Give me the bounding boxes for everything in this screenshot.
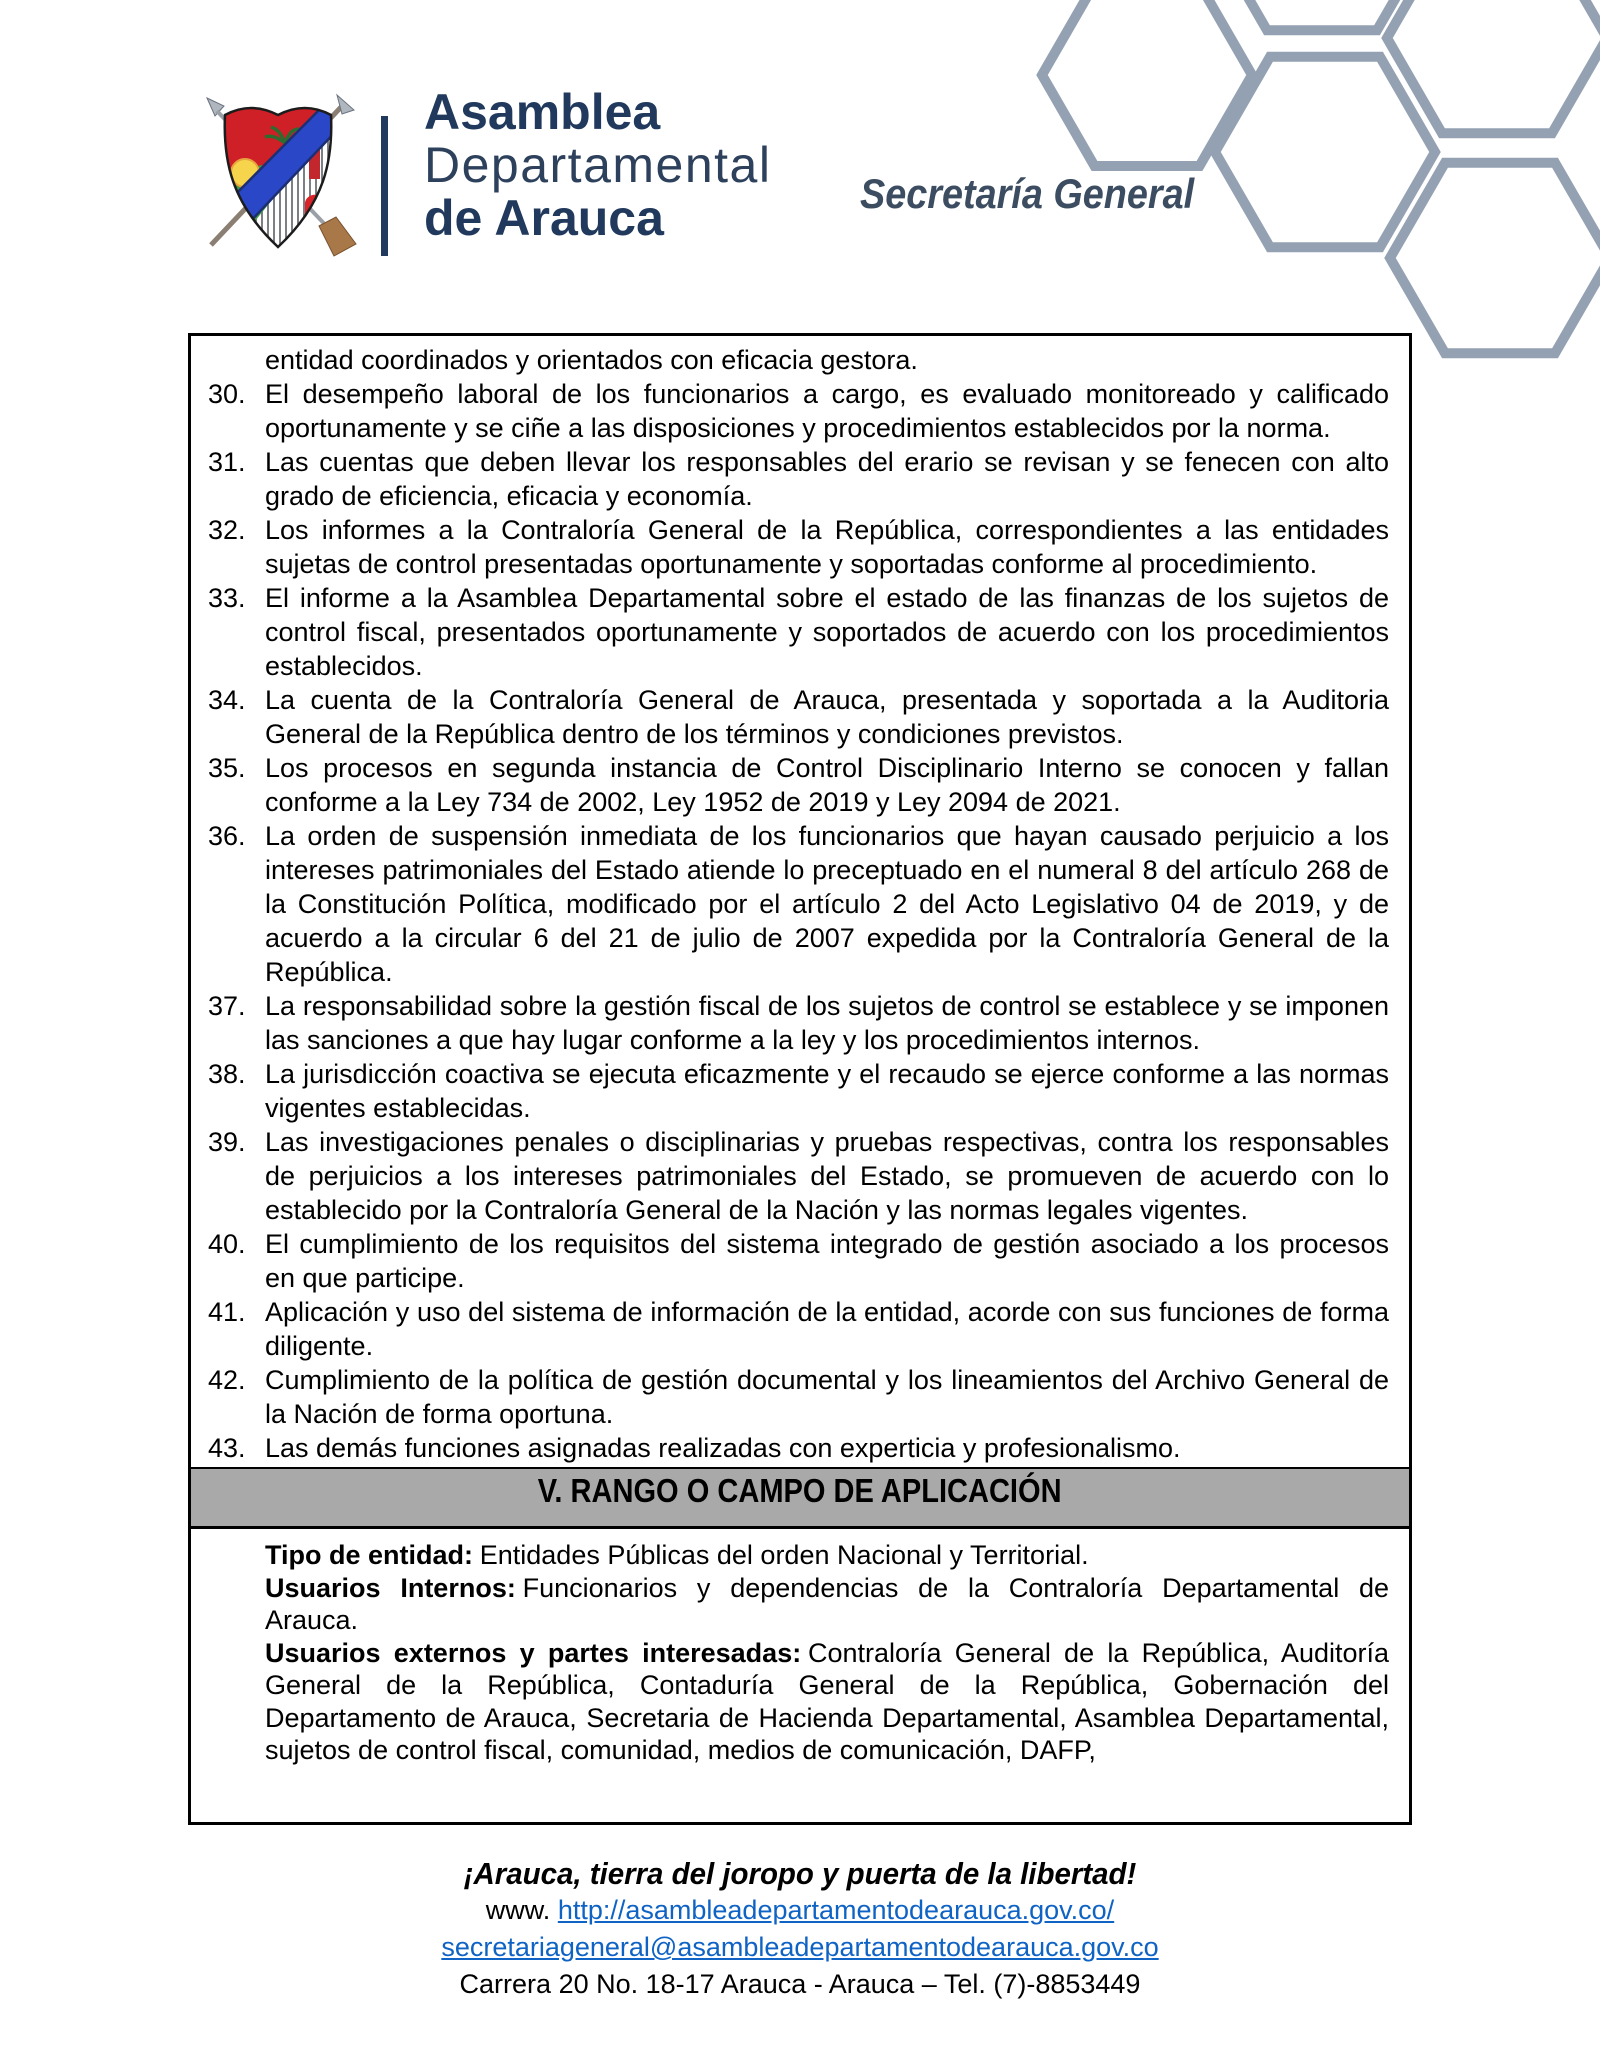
list-item-number: 39. <box>208 1127 246 1157</box>
list-item-text: Las investigaciones penales o disciplinarias y pruebas respectivas, contra los responsables de perjuicios a los intereses patrimoniales del Estado, se promueven de acuerdo con lo establecido por la Contraloría General de la Nación y las normas legales vigentes. <box>265 1127 1389 1225</box>
list-item <box>208 513 1389 581</box>
document-table <box>188 333 1412 1825</box>
list-item-text: El desempeño laboral de los funcionarios a cargo, es evaluado monitoreado y calificado oportunamente y se ciñe a las disposiciones y procedimientos establecidos por la norma. <box>265 379 1389 443</box>
list-item-text: El cumplimiento de los requisitos del sistema integrado de gestión asociado a los procesos en que participe. <box>265 1229 1389 1293</box>
list-item-number: 38. <box>208 1059 246 1089</box>
list-item-number: 37. <box>208 991 246 1021</box>
list-item <box>208 1363 1389 1431</box>
list-item-number: 32. <box>208 515 246 545</box>
scope-paragraph <box>265 1637 1389 1767</box>
footer-tagline: ¡Arauca, tierra del joropo y puerta de la libertad! <box>463 1856 1137 1891</box>
scope-label: Tipo de entidad: <box>265 1540 473 1570</box>
list-item <box>208 1057 1389 1125</box>
scope-paragraph <box>265 1539 1389 1572</box>
list-item <box>208 581 1389 683</box>
scope-label: Usuarios externos y partes interesadas: <box>265 1637 802 1668</box>
email-link[interactable]: secretariageneral@asambleadepartamentodearauca.gov.co <box>441 1932 1159 1962</box>
footer-website-line <box>0 1892 1600 1929</box>
list-item <box>208 683 1389 751</box>
list-item-text: Las demás funciones asignadas realizadas con experticia y profesionalismo. <box>265 1433 1181 1463</box>
list-item-text: Cumplimiento de la política de gestión documental y los lineamientos del Archivo General de la Nación de forma oportuna. <box>265 1365 1389 1429</box>
list-item-text: Los procesos en segunda instancia de Control Disciplinario Interno se conocen y fallan conforme a la Ley 734 de 2002, Ley 1952 de 2019 y Ley 2094 de 2021. <box>265 753 1389 817</box>
list-item-number: 40. <box>208 1229 246 1259</box>
list-item-text: El informe a la Asamblea Departamental sobre el estado de las finanzas de los sujetos de control fiscal, presentados oportunamente y soportados de acuerdo con los procedimientos establecidos. <box>265 583 1389 681</box>
list-item-number: 35. <box>208 753 246 783</box>
list-item-number: 33. <box>208 583 246 613</box>
list-item <box>208 377 1389 445</box>
list-item-number: 31. <box>208 447 246 477</box>
page-footer <box>0 1856 1600 2003</box>
list-item <box>208 1295 1389 1363</box>
scope-label: Usuarios Internos: <box>265 1572 516 1603</box>
list-item-number: 42. <box>208 1365 246 1395</box>
list-item-text: Las cuentas que deben llevar los responsables del erario se revisan y se fenecen con alto grado de eficiencia, eficacia y economía. <box>265 447 1389 511</box>
list-item-text: Aplicación y uso del sistema de información de la entidad, acorde con sus funciones de forma diligente. <box>265 1297 1389 1361</box>
list-item-number: 30. <box>208 379 246 409</box>
continuation-line: entidad coordinados y orientados con eficacia gestora. <box>265 345 918 375</box>
org-name-line3: de Arauca <box>424 190 664 246</box>
list-item <box>208 1431 1389 1465</box>
department-title: Secretaría General <box>860 170 1195 217</box>
list-item-number: 41. <box>208 1297 246 1327</box>
section-header-title: V. RANGO O CAMPO DE APLICACIÓN <box>538 1472 1062 1509</box>
list-item-text: Los informes a la Contraloría General de la República, correspondientes a las entidades sujetas de control presentadas oportunamente y soportadas conforme al procedimiento. <box>265 515 1389 579</box>
list-item-number: 34. <box>208 685 246 715</box>
website-link[interactable]: http://asambleadepartamentodearauca.gov.co/ <box>557 1895 1115 1925</box>
section-header-bar <box>191 1467 1409 1529</box>
functions-list-cell <box>191 336 1409 1467</box>
list-item <box>208 1125 1389 1227</box>
list-item <box>208 819 1389 989</box>
footer-email-line <box>0 1929 1600 1966</box>
brand-divider <box>381 116 388 256</box>
list-item <box>208 989 1389 1057</box>
org-name <box>424 86 771 245</box>
scope-text: Contraloría General de la República, Auditoría General de la República, Contaduría General de la República, Gobernación del Departamento de Arauca, Secretaria de Hacienda Departamental, Asamblea Departamental, sujetos de control fiscal, comunidad, medios de comunicación, DAFP, <box>265 1637 1389 1765</box>
org-name-line2: Departamental <box>424 137 772 193</box>
list-item <box>208 751 1389 819</box>
list-item <box>208 1227 1389 1295</box>
list-item-text: La responsabilidad sobre la gestión fiscal de los sujetos de control se establece y se imponen las sanciones a que hay lugar conforme a la ley y los procedimientos internos. <box>265 991 1389 1055</box>
list-item-text: La jurisdicción coactiva se ejecuta eficazmente y el recaudo se ejerce conforme a las normas vigentes establecidas. <box>265 1059 1389 1123</box>
scope-text: Entidades Públicas del orden Nacional y Territorial. <box>479 1540 1089 1570</box>
scope-cell <box>191 1529 1409 1767</box>
org-name-line1: Asamblea <box>424 84 661 140</box>
list-item-number: 43. <box>208 1433 246 1463</box>
www-prefix: www. <box>485 1895 558 1925</box>
list-item <box>208 445 1389 513</box>
list-item-number: 36. <box>208 821 246 851</box>
scope-text: Funcionarios y dependencias de la Contraloría Departamental de Arauca. <box>265 1572 1390 1635</box>
coat-of-arms-logo <box>193 85 363 260</box>
scope-paragraph <box>265 1572 1389 1637</box>
list-item-text: La orden de suspensión inmediata de los funcionarios que hayan causado perjuicio a los intereses patrimoniales del Estado atiende lo preceptuado en el numeral 8 del artículo 268 de la Constitución Política, modificado por el artículo 2 del Acto Legislativo 04 de 2019, y de acuerdo a la circular 6 del 21 de julio de 2007 expedida por la Contraloría General de la República. <box>265 821 1389 987</box>
list-item-text: La cuenta de la Contraloría General de Arauca, presentada y soportada a la Auditoria General de la República dentro de los términos y condiciones previstos. <box>265 685 1389 749</box>
footer-address: Carrera 20 No. 18-17 Arauca - Arauca – Tel. (7)-8853449 <box>459 1969 1141 1999</box>
